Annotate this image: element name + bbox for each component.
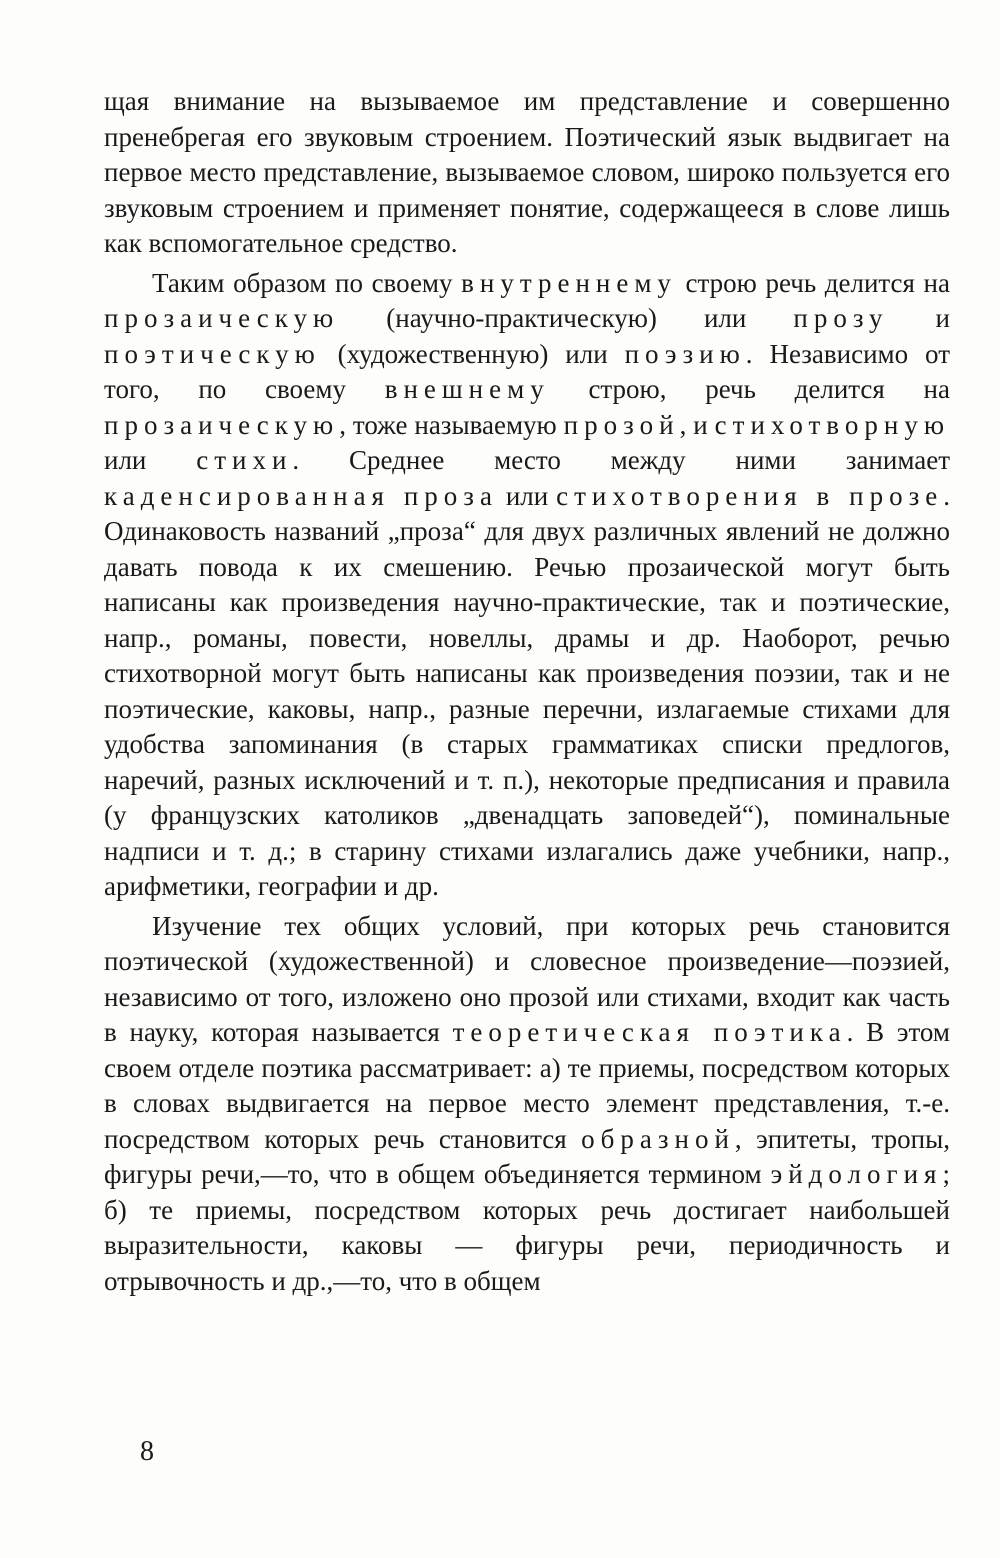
- paragraph-text: или: [104, 445, 197, 475]
- paragraph: [104, 266, 950, 905]
- paragraph-text: , тоже называемую: [339, 409, 564, 440]
- spaced-emphasis-text: прозу: [793, 303, 889, 333]
- paragraph-text: . Среднее место между ними занимает: [292, 445, 951, 475]
- paragraph: [104, 84, 950, 262]
- paragraph-text: . Одинаковость названий „проза“ для двух различных явлений не должно давать повода к их смешению. Речью прозаической могут быть написаны как произведения научно-практические, так и поэтические, напр., романы, повести, новеллы, драмы и др. Наоборот, речью стихотворной могут быть написаны как произведения поэзии, так и не поэтические, каковы, напр., разные перечни, излагаемые стихами для удобства запоминания (в старых грамматиках списки предлогов, наречий, разных исключений и т. п.), некоторые предписания и правила (у французских католиков „двенадцать заповедей“), поминальные надписи и т. д.; в старину стихами излагались даже учебники, напр., арифметики, географии и др.: [104, 480, 951, 901]
- spaced-emphasis-text: прозаическую: [104, 409, 340, 440]
- paragraph-text: (художественную) или: [320, 338, 625, 369]
- paragraph-text: (научно-практическую) или: [339, 303, 794, 333]
- paragraph-text: Таким образом по своему: [152, 267, 462, 298]
- paragraph: [104, 909, 950, 1300]
- paragraph-text: Изучение тех общих условий, при которых речь становится поэтической (художественной) и словесное произведение—поэзией, независимо от того, изложено оно прозой или стихами, входит как часть в науку, которая называется: [104, 910, 950, 1047]
- spaced-emphasis-text: стихотворную: [714, 409, 950, 440]
- spaced-emphasis-text: прозаическую: [104, 303, 340, 333]
- spaced-emphasis-text: поэзию: [624, 338, 746, 369]
- paragraph-text: строю речь делится на: [676, 267, 950, 298]
- spaced-emphasis-text: стихи: [196, 445, 293, 475]
- spaced-emphasis-text: стихотворения в прозе: [556, 480, 944, 511]
- paragraph-text: ; б) те приемы, посредством которых речь достигает наибольшей выразительности, каковы — фигуры речи, периодичность и отрывочность и др.,—то, что в общем: [104, 1159, 950, 1296]
- spaced-emphasis-text: поэтическую: [104, 338, 321, 369]
- page-number: 8: [140, 1436, 154, 1467]
- spaced-emphasis-text: каденсированная проза: [104, 480, 498, 511]
- paragraph-text: щая внимание на вызываемое им представление и совершенно пренебрегая его звуковым строением. Поэтический язык выдвигает на первое место представление, вызываемое словом, широко пользуется его звуковым строением и применяет понятие, содержащееся в слове лишь как вспомогательное средство.: [104, 86, 950, 258]
- paragraph-text: строю, речь делится на: [549, 374, 950, 404]
- spaced-emphasis-text: эйдология: [770, 1159, 943, 1189]
- paragraph-text: , эпитеты, тропы, фигуры речи,—то, что в общем объединяется термином: [104, 1123, 950, 1189]
- spaced-emphasis-text: теоретическая поэтика: [452, 1017, 847, 1047]
- body-text: [104, 84, 950, 1303]
- spaced-emphasis-text: внешнему: [384, 374, 550, 404]
- spaced-emphasis-text: внутреннему: [461, 267, 677, 298]
- paragraph-text: и: [888, 303, 950, 333]
- paragraph-text: . Независимо от того, по своему: [104, 338, 950, 404]
- spaced-emphasis-text: образной: [581, 1123, 735, 1154]
- paragraph-text: или: [497, 480, 557, 511]
- spaced-emphasis-text: прозой: [563, 409, 680, 440]
- paragraph-text: . В этом своем отделе поэтика рассматривает: а) те приемы, посредством которых в словах выдвигается на первое место элемент представления, т.-е. посредством которых речь становится: [104, 1017, 950, 1154]
- paragraph-text: , и: [679, 409, 715, 440]
